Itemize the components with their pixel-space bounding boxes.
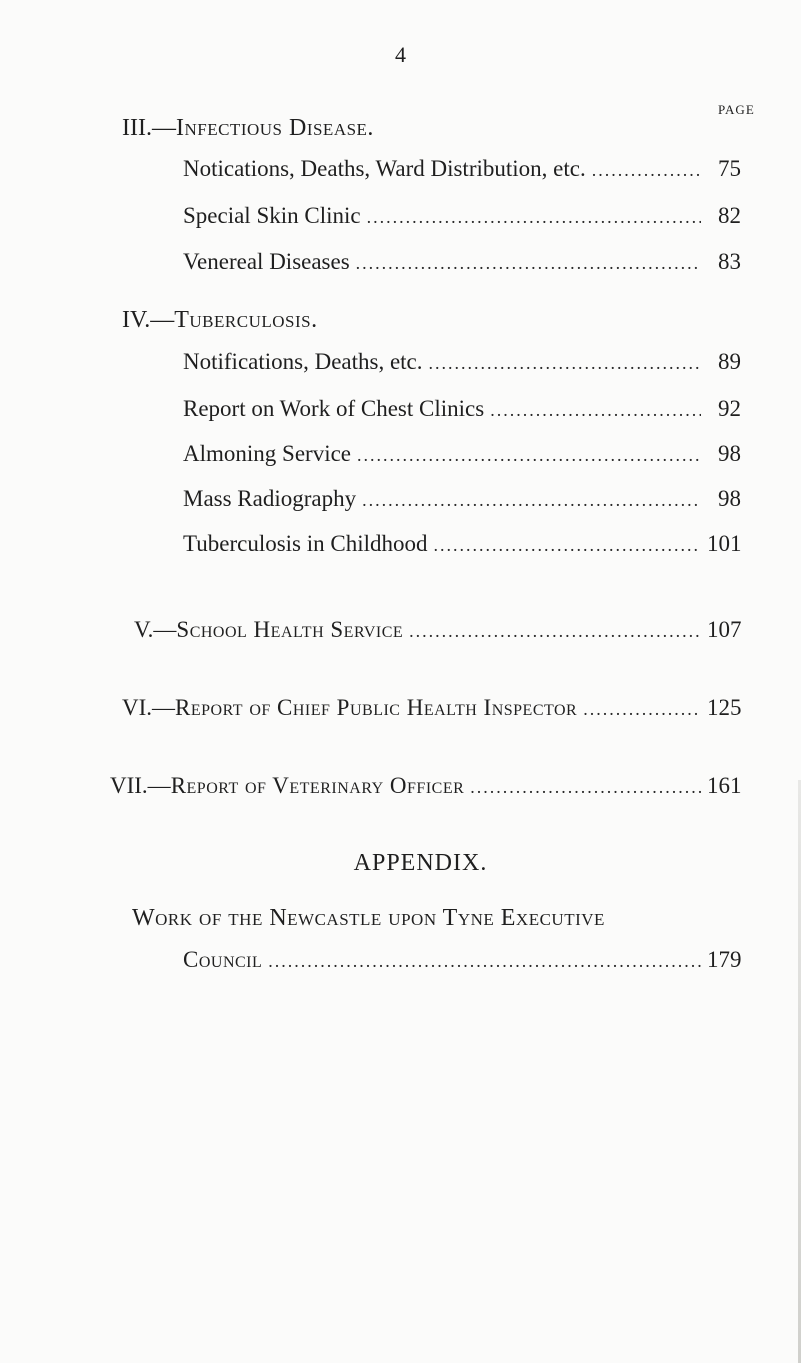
- section-title: Report of Chief Public Health Inspector: [175, 695, 578, 720]
- section-heading: [122, 695, 577, 721]
- section-title: Report of Veterinary Officer: [170, 773, 465, 798]
- toc-entry[interactable]: [183, 349, 741, 375]
- dot-leader: [490, 400, 701, 421]
- section-numeral: III.—: [122, 115, 176, 141]
- toc-entry[interactable]: [183, 249, 741, 275]
- toc-entry[interactable]: [183, 203, 741, 229]
- toc-entry-page: 98: [718, 486, 741, 511]
- dot-leader: [470, 777, 701, 798]
- toc-entry[interactable]: [110, 773, 741, 799]
- dot-leader: [268, 951, 701, 972]
- toc-entry-label: Almoning Service: [183, 441, 351, 466]
- toc-entry-page: 101: [707, 531, 742, 556]
- toc-entry-page: 125: [707, 695, 742, 720]
- toc-entry-page: 161: [707, 773, 742, 798]
- page-column-header: PAGE: [718, 102, 755, 117]
- dot-leader: [429, 353, 701, 374]
- appendix-title-continued: Council: [183, 947, 263, 972]
- section-heading: [134, 617, 403, 643]
- section-title: School Health Service: [176, 617, 404, 642]
- section-numeral: VI.—: [122, 695, 176, 720]
- section-numeral: IV.—: [122, 307, 175, 333]
- appendix-heading: APPENDIX.: [353, 850, 488, 876]
- section-numeral: V.—: [134, 617, 177, 642]
- toc-entry-page: 75: [718, 156, 741, 181]
- section-numeral: VII.—: [110, 773, 171, 798]
- toc-entry[interactable]: [183, 441, 741, 467]
- section-heading: [122, 115, 374, 142]
- toc-entry-label: Report on Work of Chest Clinics: [183, 396, 485, 421]
- page-number: 4: [395, 42, 406, 67]
- toc-entry-label: Venereal Diseases: [183, 249, 350, 274]
- toc-entry-label: Mass Radiography: [183, 486, 357, 511]
- dot-leader: [434, 535, 701, 556]
- appendix-title: Work of the Newcastle upon Tyne Executive: [132, 905, 605, 931]
- toc-entry[interactable]: [122, 695, 741, 721]
- toc-entry[interactable]: [183, 531, 741, 557]
- toc-entry-page: 82: [718, 203, 741, 228]
- toc-entry[interactable]: [134, 617, 741, 643]
- dot-leader: [367, 207, 701, 228]
- section-title: Tuberculosis.: [174, 307, 318, 333]
- toc-entry-page: 179: [707, 947, 742, 972]
- dot-leader: [592, 160, 701, 181]
- section-heading: [110, 773, 464, 799]
- toc-entry-page: 107: [707, 617, 742, 642]
- dot-leader: [356, 253, 701, 274]
- toc-entry-page: 98: [718, 441, 741, 466]
- toc-entry[interactable]: [183, 156, 741, 182]
- section-heading: [122, 307, 318, 334]
- toc-entry[interactable]: [183, 396, 741, 422]
- section-title: Infectious Disease.: [175, 115, 374, 141]
- toc-entry[interactable]: [183, 486, 741, 512]
- toc-entry-label: Tuberculosis in Childhood: [183, 531, 428, 556]
- toc-entry[interactable]: [183, 947, 741, 973]
- toc-entry-page: 83: [718, 249, 741, 274]
- toc-entry-label: Notications, Deaths, Ward Distribution, etc.: [183, 156, 586, 181]
- dot-leader: [409, 621, 701, 642]
- dot-leader: [583, 699, 701, 720]
- toc-entry-label: Special Skin Clinic: [183, 203, 361, 228]
- toc-entry-page: 92: [718, 396, 741, 421]
- dot-leader: [357, 445, 701, 466]
- dot-leader: [362, 490, 701, 511]
- toc-entry-label: Notifications, Deaths, etc.: [183, 349, 423, 374]
- toc-entry-page: 89: [718, 349, 741, 374]
